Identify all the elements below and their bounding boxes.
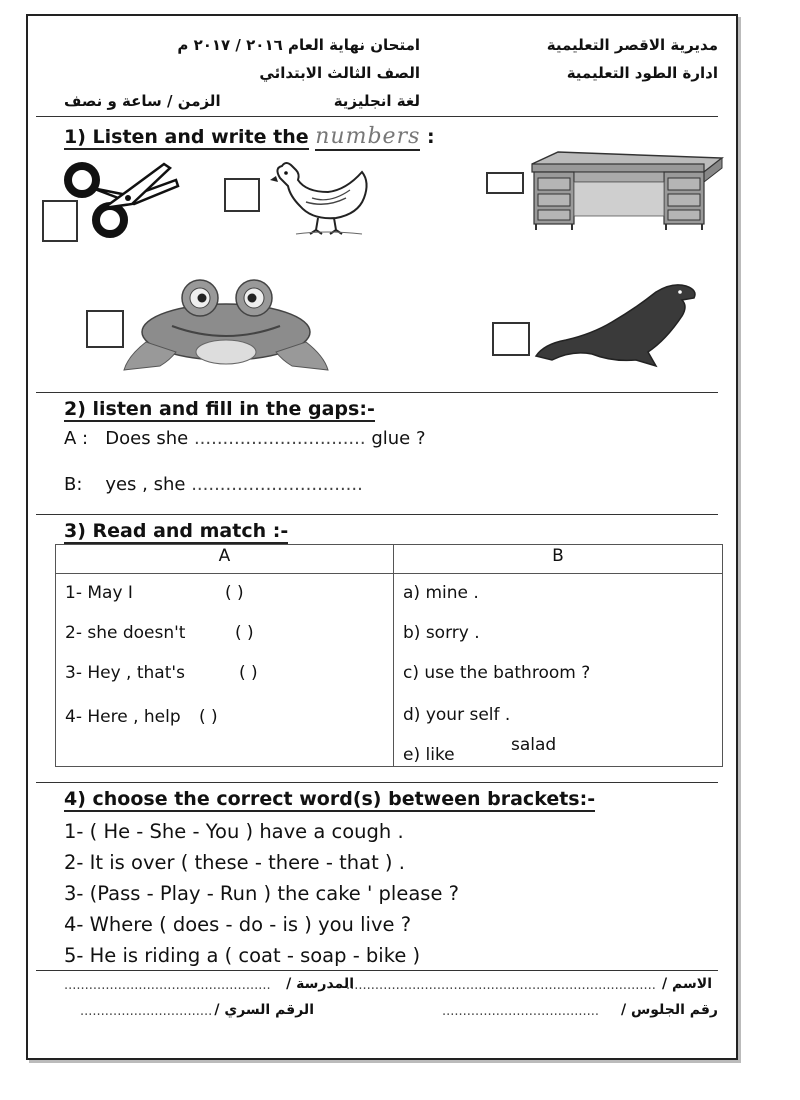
footer-school-label: المدرسة / [286, 976, 354, 992]
footer-secret-field[interactable]: ................................ [80, 1004, 213, 1019]
q2-line-a-label: A : [64, 428, 89, 449]
match-a-paren-1[interactable]: ( ) [225, 583, 244, 603]
match-col-a [56, 574, 394, 767]
footer-seat-label: رقم الجلوس / [620, 1002, 718, 1018]
match-a-item-3: 3- Hey , that's [65, 663, 185, 683]
q4-item-1: 1- ( He - She - You ) have a cough . [64, 820, 404, 843]
q2-title-text: 2) listen and fill in the gaps:- [64, 398, 375, 420]
match-a-paren-2[interactable]: ( ) [235, 623, 254, 643]
answer-box-seal[interactable] [492, 322, 530, 356]
scissors-icon [60, 158, 180, 242]
header-divider [36, 116, 718, 117]
q3-title [64, 520, 288, 542]
answer-box-hen[interactable] [224, 178, 260, 212]
match-b-item-e: e) like [403, 745, 455, 765]
match-col-a-header: A [56, 545, 394, 574]
footer-name-field[interactable]: ........................................................................... [346, 978, 656, 993]
q3-divider [36, 782, 718, 783]
q1-handwritten-word: numbers [315, 124, 421, 149]
header-exam-title: امتحان نهاية العام ٢٠١٦ / ٢٠١٧ م [177, 36, 420, 54]
footer-seat-field[interactable]: ...................................... [442, 1004, 600, 1019]
header-grade: الصف الثالث الابتدائي [259, 64, 420, 82]
q2-line-b-label: B: [64, 474, 83, 495]
match-a-item-1: 1- May I [65, 583, 133, 603]
match-a-item-2: 2- she doesn't [65, 623, 186, 643]
header-subject: لغة انجليزية [333, 92, 420, 110]
q1-title-text: 1) Listen and write the [64, 126, 309, 148]
match-b-item-d: d) your self . [403, 705, 511, 725]
footer-secret-label: الرقم السري / [214, 1002, 314, 1018]
q2-line-a [64, 428, 426, 449]
q2-divider [36, 514, 718, 515]
footer-name-label: الاسم / [662, 976, 712, 992]
q4-item-3: 3- (Pass - Play - Run ) the cake ' please ? [64, 882, 459, 905]
q2-title [64, 398, 375, 420]
header-administration: ادارة الطود التعليمية [566, 64, 718, 82]
q2-line-a-text: Does she [105, 428, 189, 449]
q2-line-a-end: glue ? [371, 428, 426, 449]
q4-item-4: 4- Where ( does - do - is ) you live ? [64, 913, 412, 936]
match-col-b-header: B [394, 545, 723, 574]
footer-school-field[interactable]: .................................................. [64, 978, 271, 993]
header-directorate: مديرية الاقصر التعليمية [546, 36, 718, 54]
q2-line-b [64, 474, 363, 495]
q2-line-a-gap[interactable]: .............................. [193, 428, 366, 449]
match-col-b [394, 574, 723, 767]
q2-line-b-gap[interactable]: .............................. [191, 474, 363, 495]
q2-line-b-text: yes , she [105, 474, 186, 495]
answer-box-desk[interactable] [486, 172, 524, 194]
q1-divider [36, 392, 718, 393]
q4-item-2: 2- It is over ( these - there - that ) . [64, 851, 405, 874]
match-table [55, 544, 723, 767]
q4-divider [36, 970, 718, 971]
match-b-item-a: a) mine . [403, 583, 479, 603]
match-a-paren-4[interactable]: ( ) [199, 707, 218, 727]
match-a-paren-3[interactable]: ( ) [239, 663, 258, 683]
q1-colon: : [427, 126, 435, 148]
seal-icon [532, 282, 702, 368]
match-b-item-e-extra: salad [511, 735, 557, 755]
desk-icon [528, 150, 724, 232]
q4-item-5: 5- He is riding a ( coat - soap - bike ) [64, 944, 421, 967]
q4-title [64, 788, 595, 810]
answer-box-frog[interactable] [86, 310, 124, 348]
match-b-item-b: b) sorry . [403, 623, 480, 643]
hen-icon [266, 158, 376, 238]
q3-title-text: 3) Read and match :- [64, 520, 289, 542]
match-a-item-4: 4- Here , help [65, 707, 181, 727]
match-b-item-c: c) use the bathroom ? [403, 663, 591, 683]
frog-icon [120, 276, 332, 374]
q4-title-text: 4) choose the correct word(s) between brackets:- [64, 788, 596, 810]
q1-title [64, 124, 435, 149]
header-time: الزمن / ساعة و نصف [64, 92, 221, 110]
